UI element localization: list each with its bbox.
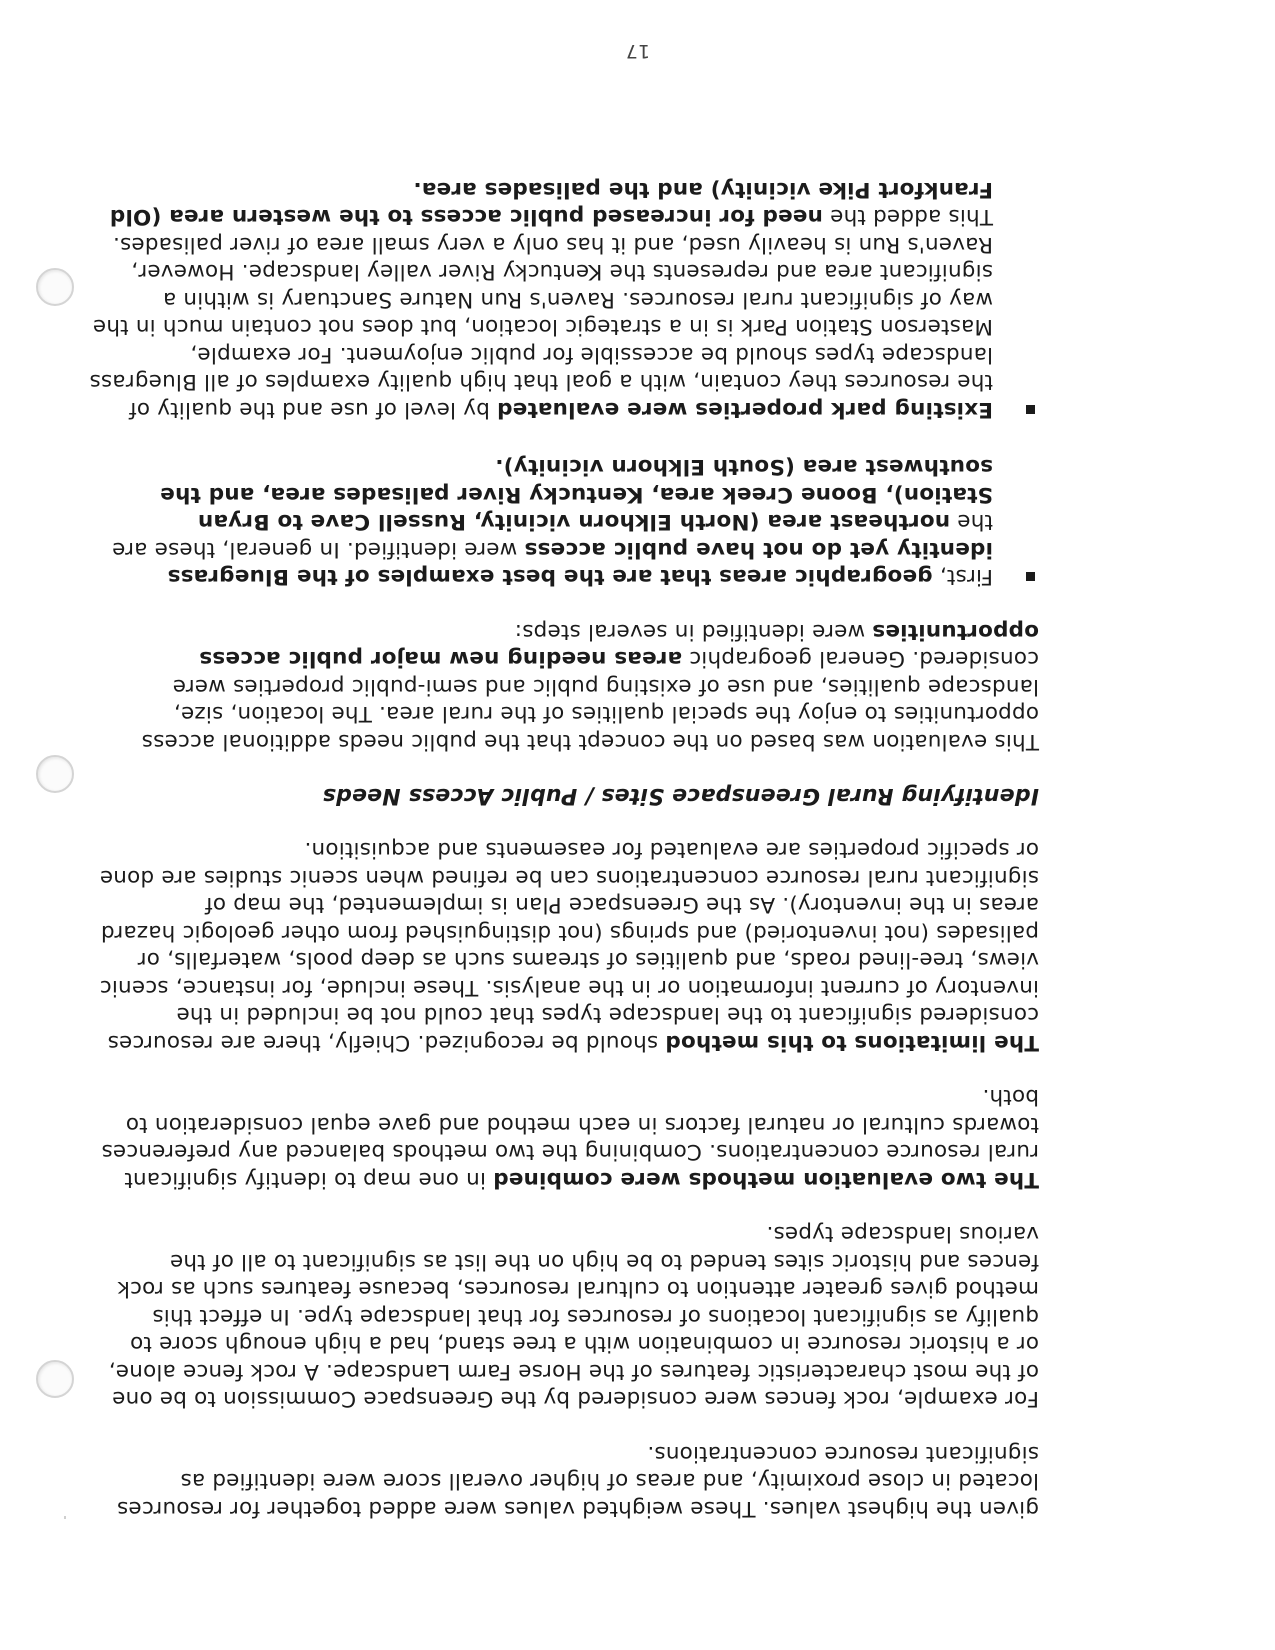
page-number: 17 xyxy=(625,40,650,62)
bullet-square-icon xyxy=(1026,573,1035,582)
list-item xyxy=(89,176,1039,424)
bullet-bold-a: Existing park properties were evaluated xyxy=(496,397,993,422)
section-heading: Identifying Rural Greenspace Sites / Public Access Needs xyxy=(322,783,1039,808)
combined-methods-text: in one map to identify significant rural resource concentrations. Combining the two methods balanced any preferences towards cultural or natural factors in each method and gave equal consideration to both. xyxy=(101,1084,1039,1192)
bullet-bold-b: need for increased public access to the western area (Old Frankfort Pike vicinity) and the palisades area. xyxy=(109,177,993,230)
combined-methods-lead: The two evaluation methods were combined xyxy=(492,1167,1039,1192)
bullet-mid: by level of use and the quality of the resources they contain, with a goal that high quality examples of all Bluegrass landscape types should be accessible for public enjoyment. For example, Masterson Station Park is in a strategic location, but does not contain much in the way of significant rural resources. Raven's Run Nature Sanctuary is within a significant area and represents the Kentucky River valley landscape. However, Raven's Run is heavily used, and it has only a very small area of river palisades. This added the xyxy=(89,204,993,422)
steps-list xyxy=(89,176,1039,591)
bullet-bold-b: northeast area (North Elkhorn vicinity, Russell Cave to Bryan Station), Boone Creek area, Kentucky River palisades area, and the southwest area (South Elkhorn vicinity). xyxy=(160,454,993,535)
section-intro-bold: areas needing new major public access opportunities xyxy=(199,619,1039,672)
limitations-lead: The limitations to this method xyxy=(665,1030,1039,1055)
continuation-paragraph: given the highest values. These weighted values were added together for resources located in close proximity, and areas of higher overall score were identified as significant resource concentrations. xyxy=(116,1441,1039,1521)
limitations-paragraph xyxy=(89,836,1039,1056)
section-intro-paragraph xyxy=(89,618,1039,756)
list-item xyxy=(89,453,1039,591)
section-intro-end: were identified in several steps: xyxy=(514,619,873,644)
body-text xyxy=(89,146,1039,1523)
limitations-text: should be recognized. Chiefly, there are resources considered significant to the landscape types that could not be included in the inventory of current information or in the analysis. These include, for instance, scenic views, tree-lined roads, and qualities of streams such as deep pools, waterfalls, or palisades (not inventoried) and springs (not distinguished from other geologic hazard areas in the inventory). As the Greenspace Plan is implemented, the map of significant rural resource concentrations can be refined when scenic studies are done or specific properties are evaluated for easements and acquisition. xyxy=(99,837,1039,1055)
combined-methods-paragraph xyxy=(89,1083,1039,1193)
rock-fence-example-paragraph: For example, rock fences were considered by the Greenspace Commission to be one of the most characteristic features of the Horse Farm Landscape. A rock fence alone, or a historic resource in combination with a tree stand, had a high enough score to qualify as significant locations of resources for that landscape type. In effect this method gives greater attention to cultural resources, because features such as rock fences and historic sites tended to be high on the list as significant to all of the various landscape types. xyxy=(108,1221,1039,1412)
section-intro-text: This evaluation was based on the concept that the public needs additional access opportunities to enjoy the special qualities of the rural area. The location, size, landscape qualities, and use of existing public and semi-public properties were considered. General geographic xyxy=(141,646,1039,754)
bullet-square-icon xyxy=(1026,405,1035,414)
bullet-bold-a: geographic areas that are the best examples of the Bluegrass identity yet do not have public access xyxy=(167,537,993,590)
bullet-mid: were identified. In general, these are the xyxy=(112,509,993,562)
bullet-pre: First, xyxy=(932,564,993,590)
